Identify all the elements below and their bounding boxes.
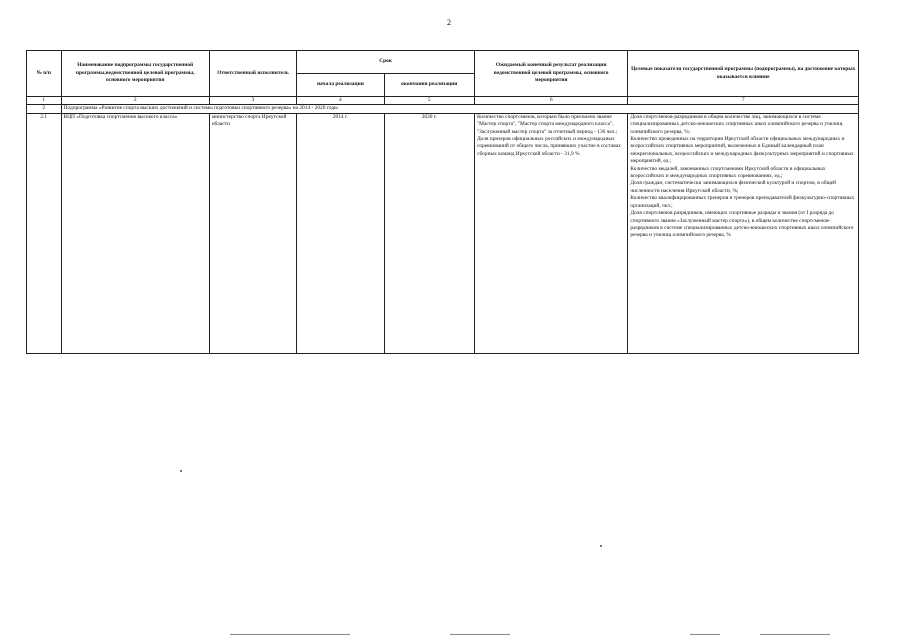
row-executor: министерство спорта Иркутской области bbox=[209, 113, 296, 353]
scan-line bbox=[230, 634, 350, 635]
subprogram-row bbox=[27, 105, 859, 113]
scan-speck bbox=[600, 545, 602, 547]
column-number: 4 bbox=[297, 97, 384, 105]
column-numbers-row bbox=[27, 97, 859, 105]
header-num: № п/п bbox=[27, 51, 62, 97]
column-number: 5 bbox=[384, 97, 474, 105]
row-num: 2.1 bbox=[27, 113, 62, 353]
header-indicators: Целевые показатели государственной программы (подпрограммы), на достижение которых оказывается влияние bbox=[628, 51, 859, 97]
scan-line bbox=[690, 634, 720, 635]
row-start: 2014 г. bbox=[297, 113, 384, 353]
row-name: ВЦП «Подготовка спортсменов высокого класса» bbox=[61, 113, 209, 353]
row-indicators: Доля спортсменов-разрядников в общем количестве лиц, занимающихся в системе специализированных детско-юношеских спортивных школ олимпийского резерва и училищ олимпийского резерва, %; Количество проведенных на территории Иркутской области официальных международных и всероссийских спортивных мероприятий, включенных в Единый календарный план межрегиональных, всероссийских и международных физкультурных мероприятий и спортивных мероприятий, ед.; Количество медалей, завоеванных спортсменами Иркутской области в официальных всероссийских и международных спортивных соревнованиях, ед.; Доля граждан, систематически занимающихся физической культурой и спортом, в общей численности населения Иркутской области, %; Количество квалифицированных тренеров и тренеров преподавателей физкультурно-спортивных организаций, чел.; Доля спортсменов разрядников, имеющих спортивные разряды и звания (от I разряда до спортивного звания «Заслуженный мастер спорта»), в общем количестве спортсменов-разрядников в системе специализированных детско-юношеских спортивных школ олимпийского резерва и училищ олимпийского резерва, % bbox=[628, 113, 859, 353]
column-number: 1 bbox=[27, 97, 62, 105]
column-number: 3 bbox=[209, 97, 296, 105]
column-number: 6 bbox=[474, 97, 627, 105]
header-term-end: окончания реализации bbox=[384, 74, 474, 97]
column-number: 2 bbox=[61, 97, 209, 105]
header-result: Ожидаемый конечный результат реализации ведомственной целевой программы, основного мероприятия bbox=[474, 51, 627, 97]
header-name: Наименование подпрограммы государственной программы,ведомственной целевой программы, основного мероприятия bbox=[61, 51, 209, 97]
row-result: Количество спортсменов, которым было присвоено звание "Мастер спорта", "Мастер спорта международного класса", "Заслуженный мастер спорта" за отчетный период - 136 чел.; Доля призеров официальных российских и международных соревнований от общего числа, принявших участие в составах сборных команд Иркутской области - 31,9 % bbox=[474, 113, 627, 353]
scan-line bbox=[760, 634, 830, 635]
page-number: 2 bbox=[447, 18, 451, 27]
header-term-start: начала реализации bbox=[297, 74, 384, 97]
column-number: 7 bbox=[628, 97, 859, 105]
subprogram-num: 2 bbox=[27, 105, 62, 113]
header-row bbox=[27, 51, 859, 74]
subprogram-title: Подпрограмма «Развитие спорта высших достижений и системы подготовки спортивного резерва» на 2014 - 2020 годы bbox=[61, 105, 858, 113]
row-end: 2020 г. bbox=[384, 113, 474, 353]
scan-speck bbox=[180, 470, 182, 472]
program-table bbox=[26, 50, 859, 354]
header-term: Срок bbox=[297, 51, 475, 74]
table-row bbox=[27, 113, 859, 353]
scan-line bbox=[450, 634, 510, 635]
header-executor: Ответственный исполнитель bbox=[209, 51, 296, 97]
